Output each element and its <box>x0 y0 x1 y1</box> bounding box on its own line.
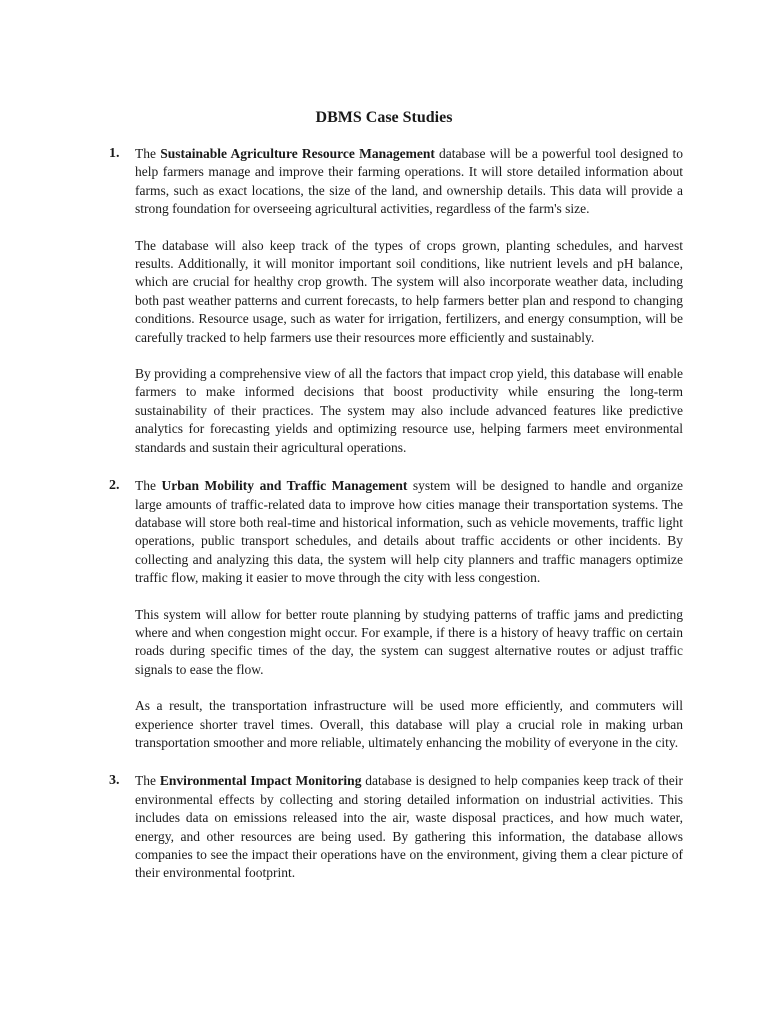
case-study-item <box>109 145 683 457</box>
case-name: Sustainable Agriculture Resource Management <box>160 146 435 161</box>
document-title: DBMS Case Studies <box>315 109 453 126</box>
case-paragraph: By providing a comprehensive view of all the factors that impact crop yield, this database will enable farmers to make informed decisions that boost productivity while ensuring the long-term sustainability of their practices. The system may also include advanced features like predictive analytics for forecasting yields and optimizing resource use, helping farmers meet environmental standards and sustain their agricultural operations. <box>135 366 683 455</box>
case-number: 3. <box>109 773 120 789</box>
case-intro-paragraph: The Sustainable Agriculture Resource Management database will be a powerful tool designed to help farmers manage and improve their farming operations. It will store detailed information about farms, such as exact locations, the size of the land, and ownership details. This data will provide a strong foundation for overseeing agricultural activities, regardless of the farm's size. <box>135 146 683 217</box>
case-name: Urban Mobility and Traffic Management <box>161 478 408 494</box>
case-paragraph: As a result, the transportation infrastructure will be used more efficiently, and commuters will experience shorter travel times. Overall, this database will play a crucial role in making urban transportation smoother and more reliable, ultimately enhancing the mobility of everyone in the city. <box>135 698 683 750</box>
case-name: Environmental Impact Monitoring <box>159 773 362 789</box>
case-study-list <box>109 145 683 903</box>
case-paragraph: The database will also keep track of the types of crops grown, planting schedules, and harvest results. Additionally, it will monitor important soil conditions, like nutrient levels and pH balance, which are crucial for healthy crop growth. The system will also incorporate weather data, including both past weather patterns and current forecasts, to help farmers better plan and respond to changing conditions. Resource usage, such as water for irrigation, fertilizers, and energy consumption, will be carefully tracked to help farmers use their resources more efficiently and sustainably. <box>135 237 683 345</box>
case-intro-paragraph: The Urban Mobility and Traffic Management system will be designed to handle and organize large amounts of traffic-related data to improve how cities manage their transportation systems. The database will store both real-time and historical information, such as vehicle movements, traffic light operations, public transport schedules, and details about traffic accidents or other incidents. By collecting and analyzing this data, the system will help city planners and traffic managers optimize traffic flow, making it easier to move through the city with less congestion. <box>135 478 683 586</box>
case-study-item <box>109 772 683 882</box>
case-intro-paragraph: The Environmental Impact Monitoring database is designed to help companies keep track of their environmental effects by collecting and storing detailed information on industrial activities. This includes data on emissions released into the air, waste disposal practices, and how much water, energy, and other resources are being used. By gathering this information, the database allows companies to see the impact their operations have on the environment, giving them a clear picture of their environmental footprint. <box>135 773 683 881</box>
case-paragraph: This system will allow for better route planning by studying patterns of traffic jams and predicting where and when congestion might occur. For example, if there is a history of heavy traffic on certain roads during specific times of the day, the system can suggest alternative routes or adjust traffic signals to ease the flow. <box>135 606 683 677</box>
case-number: 1. <box>109 146 120 161</box>
case-number: 2. <box>109 478 120 494</box>
case-study-item <box>109 477 683 752</box>
